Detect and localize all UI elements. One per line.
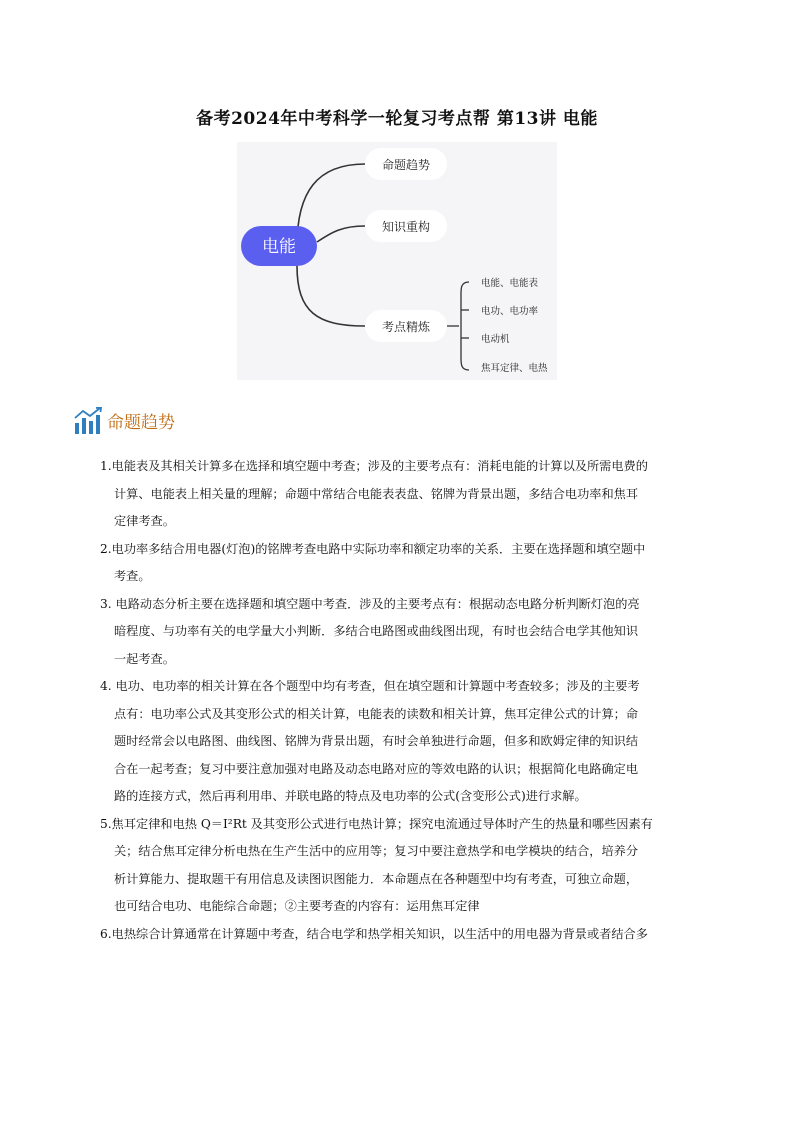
text-line: 暗程度、与功率有关的电学量大小判断．多结合电路图或曲线图出现，有时也会结合电学其他知识: [114, 624, 639, 638]
trend-list: [100, 453, 724, 948]
text-line: 5.焦耳定律和电热 Q＝I²Rt 及其变形公式进行电热计算；探究电流通过导体时产生的热量和哪些因素有: [100, 816, 653, 831]
text-line: 一起考查。: [114, 651, 175, 666]
mind-map-branch-label: 命题趋势: [381, 158, 431, 172]
mind-map-branch-label: 考点精炼: [381, 320, 431, 334]
list-item: [100, 536, 724, 591]
text-line: 1.电能表及其相关计算多在选择和填空题中考查；涉及的主要考点有：消耗电能的计算以及所需电费的: [100, 459, 648, 473]
list-item: [100, 453, 724, 536]
text-line: 3. 电路动态分析主要在选择题和填空题中考查．涉及的主要考点有：根据动态电路分析判断灯泡的亮: [100, 596, 640, 611]
text-line: 题时经常会以电路图、曲线图、铭牌为背景出题，有时会单独进行命题，但多和欧姆定律的知识结: [114, 734, 639, 748]
section-header: [73, 401, 175, 435]
connector-line: [297, 266, 365, 326]
text-line: 也可结合电功、电能综合命题；②主要考查的内容有：运用焦耳定律: [114, 899, 480, 913]
list-item: [100, 921, 724, 949]
list-item: [100, 673, 724, 811]
text-line: 定律考查。: [114, 514, 175, 528]
document-title: 备考2024年中考科学一轮复习考点帮 第13讲 电能: [196, 109, 598, 129]
mind-map-branch-label: 知识重构: [381, 220, 431, 234]
text-line: 4. 电功、电功率的相关计算在各个题型中均有考查，但在填空题和计算题中考查较多；涉及的主要考: [100, 679, 640, 693]
text-line: 2.电功率多结合用电器(灯泡)的铭牌考查电路中实际功率和额定功率的关系．主要在选择题和填空题中: [100, 541, 646, 556]
section-title: 命题趋势: [107, 413, 175, 433]
text-line: 6.电热综合计算通常在计算题中考查，结合电学和热学相关知识，以生活中的用电器为背景或者结合多: [100, 926, 648, 941]
mind-map-leaf-label: 电能、电能表: [481, 278, 539, 289]
list-item: [100, 591, 724, 674]
list-item: [100, 811, 724, 921]
text-line: 考查。: [114, 569, 151, 583]
bracket-line: [461, 282, 469, 370]
mind-map: [237, 142, 557, 380]
text-line: 析计算能力、提取题干有用信息及读图识图能力．本命题点在各种题型中均有考查，可独立命题，: [114, 871, 639, 886]
mind-map-leaf-label: 电动机: [481, 334, 510, 345]
text-line: 路的连接方式，然后再利用串、并联电路的特点及电功率的公式(含变形公式)进行求解。: [114, 789, 587, 803]
text-line: 关；结合焦耳定律分析电热在生产生活中的应用等；复习中要注意热学和电学模块的结合，培养分: [114, 844, 639, 858]
mind-map-leaf-label: 焦耳定律、电热: [481, 363, 548, 374]
text-line: 点有：电功率公式及其变形公式的相关计算，电能表的读数和相关计算，焦耳定律公式的计算；命: [114, 706, 639, 721]
text-line: 合在一起考查；复习中要注意加强对电路及动态电路对应的等效电路的认识；根据简化电路确定电: [114, 761, 639, 776]
connector-line: [317, 226, 365, 242]
mind-map-svg: [237, 142, 557, 380]
bar-chart-trend-icon: [73, 407, 103, 435]
mind-map-root-label: 电能: [262, 237, 296, 257]
text-line: 计算、电能表上相关量的理解；命题中常结合电能表表盘、铭牌为背景出题，多结合电功率和焦耳: [114, 486, 639, 501]
mind-map-leaf-label: 电功、电功率: [481, 306, 539, 317]
